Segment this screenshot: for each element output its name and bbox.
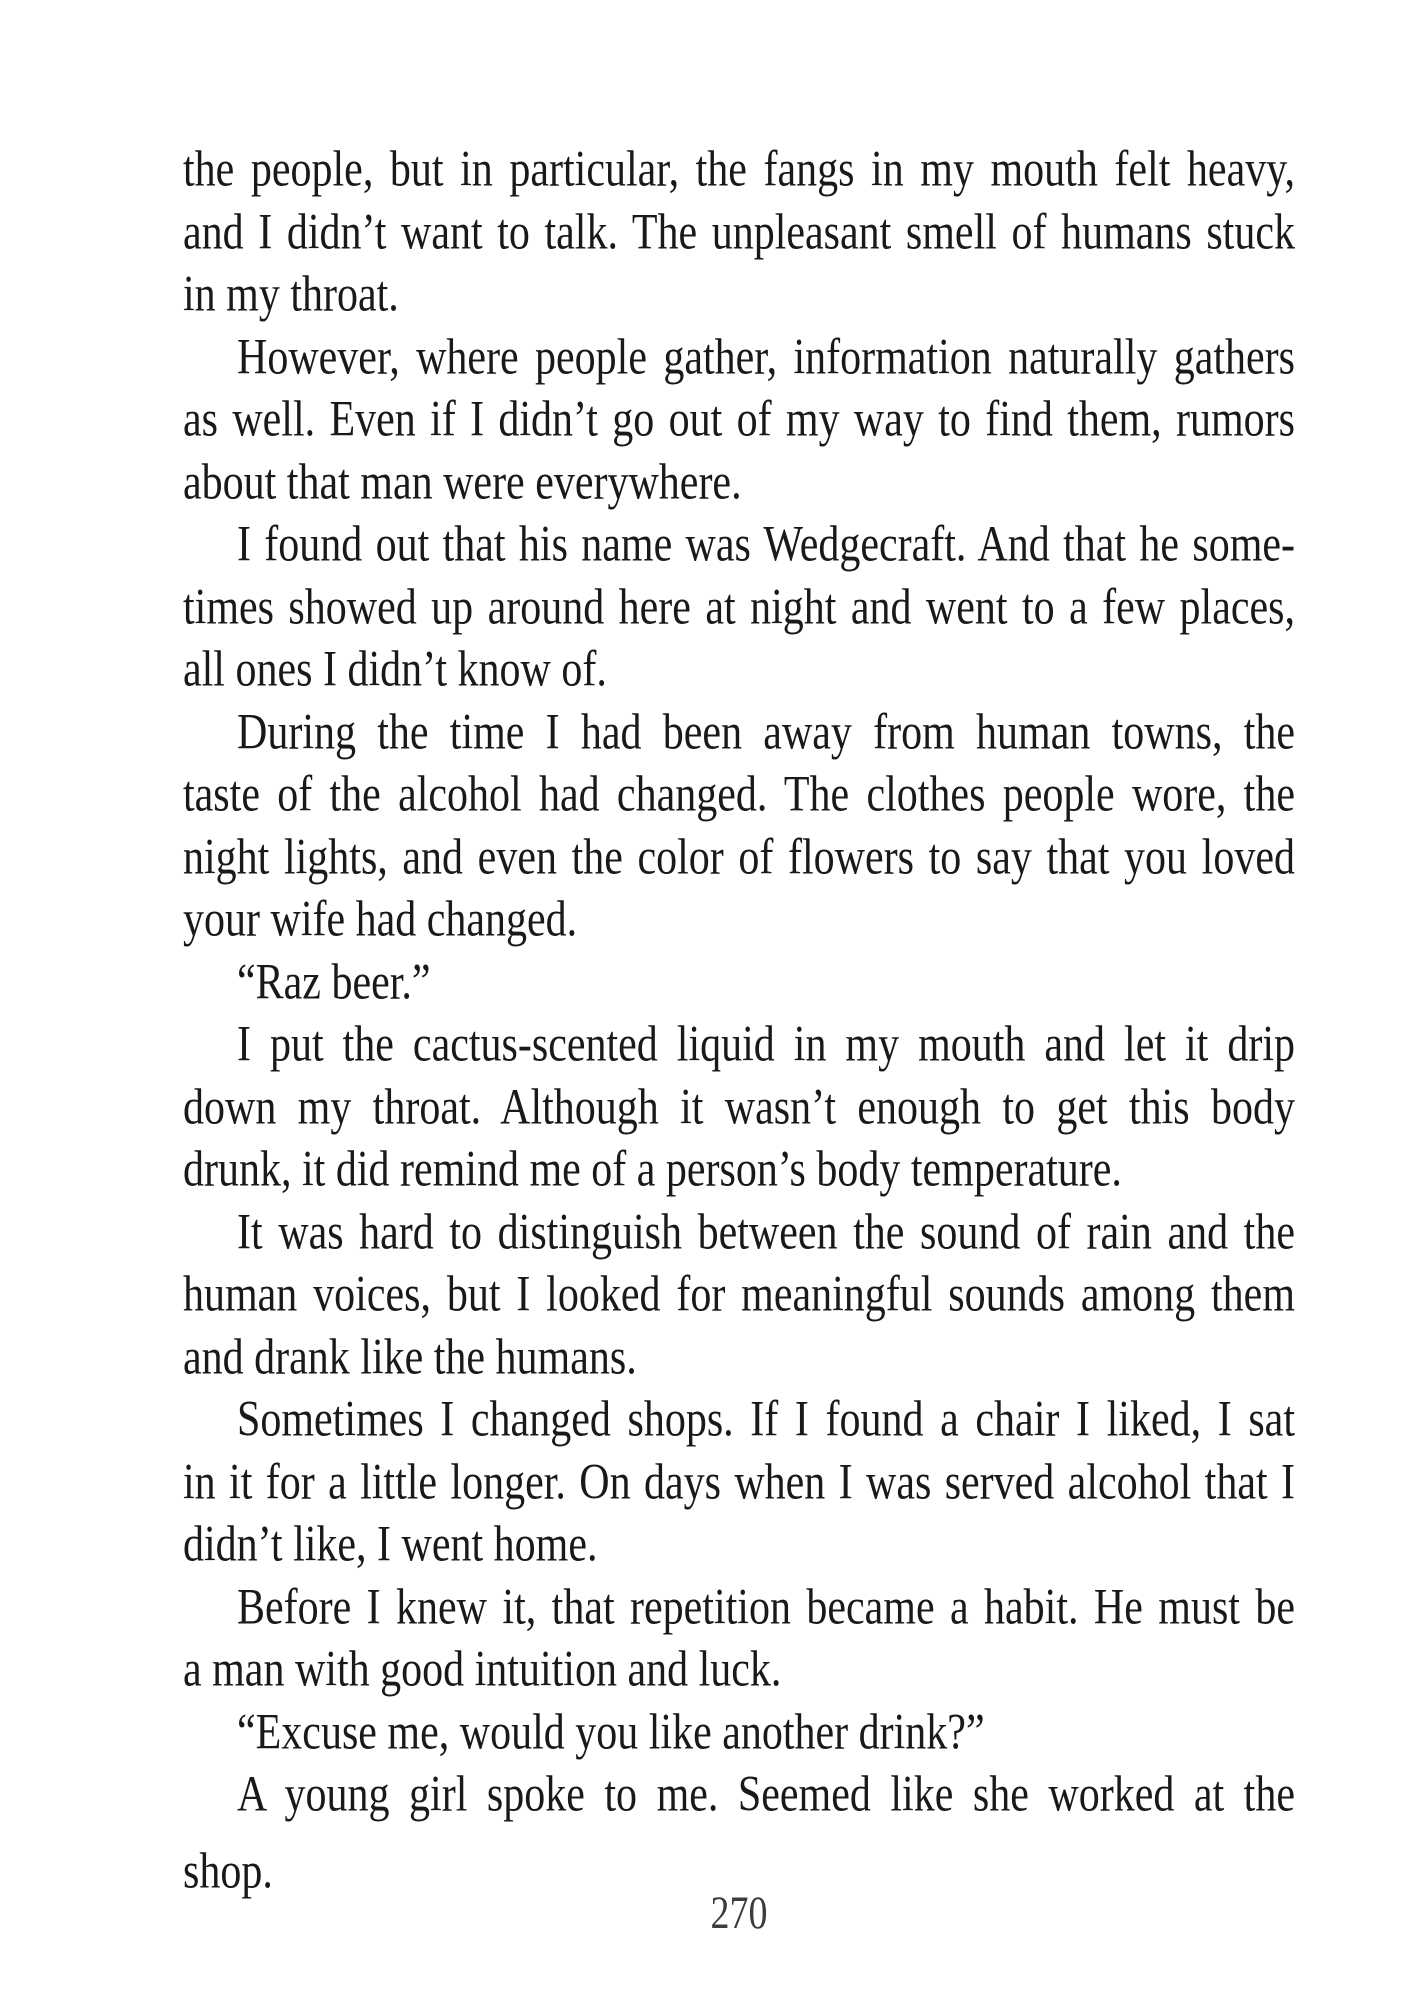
text-line: Sometimes I changed shops. If I found a chair I liked, I sat <box>237 1391 1295 1448</box>
text-line: the people, but in particular, the fangs in my mouth felt heavy, <box>183 141 1295 198</box>
text-line: in my throat. <box>183 266 399 323</box>
text-line: times showed up around here at night and went to a few places, <box>183 579 1295 636</box>
text-line: drunk, it did remind me of a person’s body temperature. <box>183 1141 1122 1198</box>
text-line: a man with good intuition and luck. <box>183 1641 782 1698</box>
text-line: down my throat. Although it wasn’t enough to get this body <box>183 1079 1295 1136</box>
text-line: Before I knew it, that repetition became a habit. He must be <box>237 1579 1295 1636</box>
text-line: your wife had changed. <box>183 891 578 948</box>
text-line: in it for a little longer. On days when I was served alcohol that I <box>183 1454 1295 1511</box>
text-line: taste of the alcohol had changed. The clothes people wore, the <box>183 766 1295 823</box>
page-number: 270 <box>710 1887 768 1939</box>
text-line: about that man were everywhere. <box>183 454 742 511</box>
text-line: human voices, but I looked for meaningful sounds among them <box>183 1266 1295 1323</box>
text-line: I put the cactus-scented liquid in my mouth and let it drip <box>237 1016 1295 1073</box>
text-line: “Raz beer.” <box>237 954 431 1011</box>
text-line: It was hard to distinguish between the sound of rain and the <box>237 1204 1295 1261</box>
text-line: and I didn’t want to talk. The unpleasant smell of humans stuck <box>183 204 1295 261</box>
text-line: all ones I didn’t know of. <box>183 641 607 698</box>
text-line: During the time I had been away from human towns, the <box>237 704 1295 761</box>
page-text <box>183 132 1295 1900</box>
text-line: “Excuse me, would you like another drink?” <box>237 1704 985 1761</box>
text-line: and drank like the humans. <box>183 1329 637 1386</box>
text-line: A young girl spoke to me. Seemed like she worked at the shop. <box>183 1766 1295 1900</box>
text-line: as well. Even if I didn’t go out of my way to find them, rumors <box>183 391 1295 448</box>
text-line: However, where people gather, information naturally gathers <box>237 329 1295 386</box>
text-line: didn’t like, I went home. <box>183 1516 598 1573</box>
text-line: I found out that his name was Wedgecraft. And that he some- <box>237 516 1295 573</box>
text-line: night lights, and even the color of flowers to say that you loved <box>183 829 1295 886</box>
